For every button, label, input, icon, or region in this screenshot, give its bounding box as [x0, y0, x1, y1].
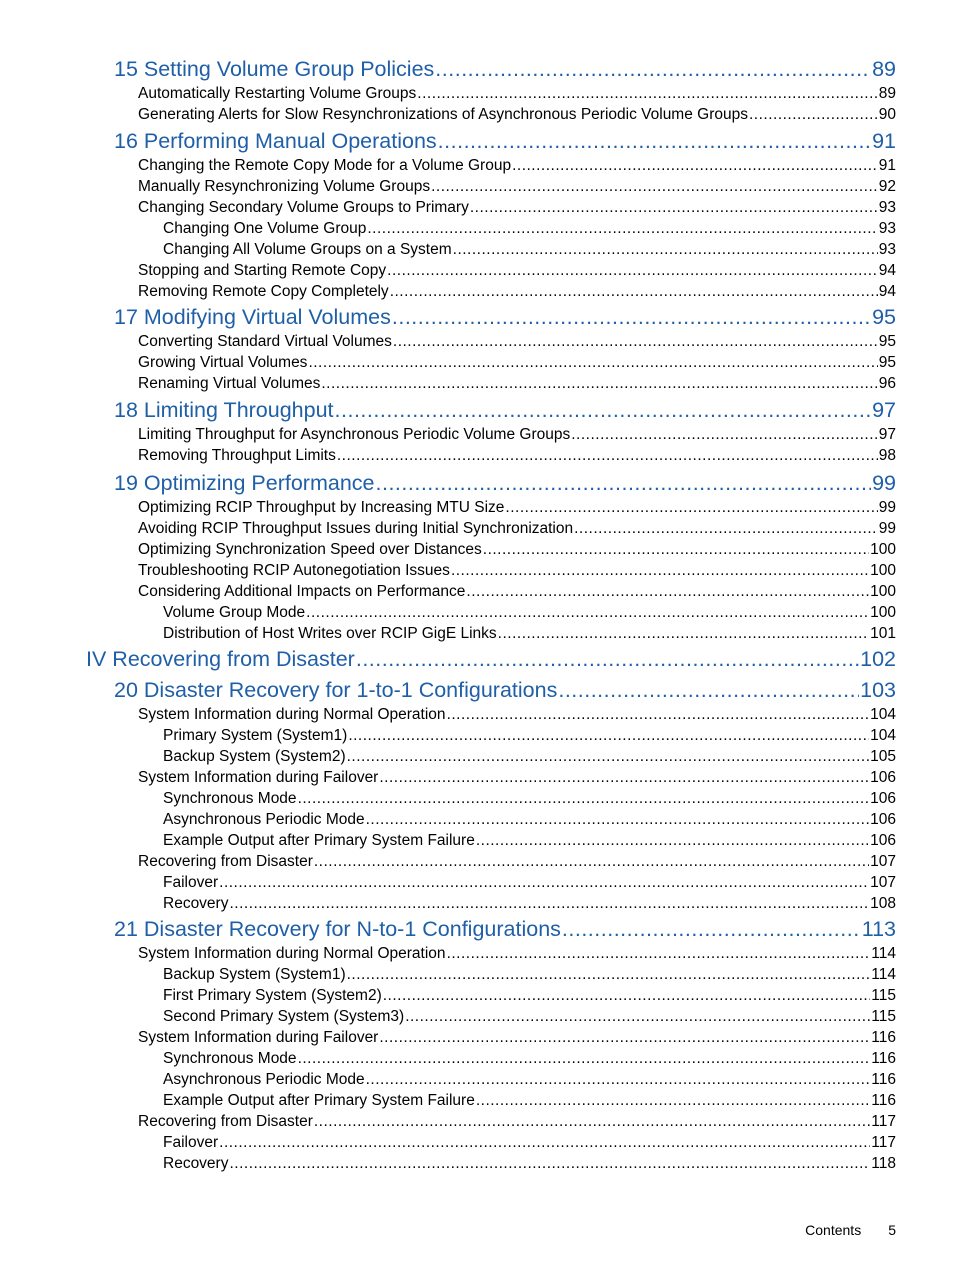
toc-entry-chapter[interactable]	[114, 469, 896, 497]
toc-entry-title: Failover	[163, 874, 219, 891]
toc-entry-section[interactable]	[138, 445, 896, 466]
toc-entry-title: Growing Virtual Volumes	[138, 354, 308, 371]
toc-entry-title: System Information during Normal Operation	[138, 706, 446, 723]
toc-entry-title: IV Recovering from Disaster	[86, 647, 355, 671]
dot-leader	[438, 127, 871, 155]
toc-entry-subsection[interactable]	[163, 830, 896, 851]
dot-leader	[498, 623, 869, 644]
toc-entry-title: Changing One Volume Group	[163, 220, 367, 237]
toc-entry-page-number: 93	[878, 241, 896, 258]
toc-entry-page-number: 95	[878, 333, 896, 350]
toc-entry-section[interactable]	[138, 176, 896, 197]
toc-entry-section[interactable]	[138, 767, 896, 788]
toc-entry-page-number: 117	[871, 1134, 896, 1151]
dot-leader	[387, 260, 878, 281]
dot-leader	[347, 964, 871, 985]
toc-entry-section[interactable]	[138, 497, 896, 518]
dot-leader	[298, 1048, 871, 1069]
dot-leader	[314, 1111, 870, 1132]
toc-entry-page-number: 116	[871, 1050, 896, 1067]
toc-entry-section[interactable]	[138, 518, 896, 539]
toc-entry-title: Stopping and Starting Remote Copy	[138, 262, 387, 279]
toc-entry-page-number: 94	[878, 283, 896, 300]
toc-entry-page-number: 89	[872, 57, 896, 81]
toc-entry-chapter[interactable]	[114, 303, 896, 331]
toc-entry-page-number: 106	[870, 832, 896, 849]
dot-leader	[749, 104, 878, 125]
dot-leader	[379, 767, 869, 788]
dot-leader	[366, 809, 870, 830]
toc-entry-page-number: 104	[870, 727, 896, 744]
toc-entry-page-number: 116	[871, 1092, 896, 1109]
toc-entry-chapter[interactable]	[114, 676, 896, 704]
toc-entry-page-number: 115	[871, 1008, 896, 1025]
dot-leader	[431, 176, 878, 197]
toc-entry-title: Recovering from Disaster	[138, 853, 313, 870]
toc-entry-subsection[interactable]	[163, 893, 896, 914]
toc-entry-section[interactable]	[138, 352, 896, 373]
toc-entry-part[interactable]	[86, 645, 896, 673]
toc-entry-title: First Primary System (System2)	[163, 987, 382, 1004]
toc-entry-title: Recovery	[163, 1155, 229, 1172]
toc-entry-chapter[interactable]	[114, 915, 896, 943]
toc-entry-chapter[interactable]	[114, 396, 896, 424]
dot-leader	[562, 915, 861, 943]
dot-leader	[219, 1132, 870, 1153]
toc-entry-page-number: 115	[871, 987, 896, 1004]
page-footer	[805, 1222, 896, 1238]
dot-leader	[379, 1027, 870, 1048]
toc-entry-section[interactable]	[138, 539, 896, 560]
toc-entry-title: System Information during Failover	[138, 1029, 379, 1046]
dot-leader	[229, 893, 869, 914]
dot-leader	[447, 943, 871, 964]
dot-leader	[229, 1153, 870, 1174]
toc-entry-section[interactable]	[138, 1111, 896, 1132]
toc-entry-page-number: 106	[870, 811, 896, 828]
toc-entry-subsection[interactable]	[163, 1006, 896, 1027]
toc-entry-section[interactable]	[138, 1027, 896, 1048]
toc-entry-section[interactable]	[138, 560, 896, 581]
dot-leader	[337, 445, 878, 466]
dot-leader	[314, 851, 869, 872]
toc-entry-page-number: 94	[878, 262, 896, 279]
toc-entry-page-number: 97	[872, 398, 896, 422]
toc-entry-page-number: 96	[878, 375, 896, 392]
toc-entry-title: Volume Group Mode	[163, 604, 306, 621]
toc-entry-section[interactable]	[138, 260, 896, 281]
toc-entry-section[interactable]	[138, 373, 896, 394]
dot-leader	[376, 469, 872, 497]
toc-entry-page-number: 108	[870, 895, 896, 912]
toc-entry-subsection[interactable]	[163, 872, 896, 893]
toc-entry-title: 16 Performing Manual Operations	[114, 129, 437, 153]
toc-entry-page-number: 107	[870, 853, 896, 870]
toc-entry-page-number: 106	[870, 790, 896, 807]
toc-entry-page-number: 99	[878, 499, 896, 516]
toc-entry-page-number: 93	[878, 220, 896, 237]
dot-leader	[366, 1069, 871, 1090]
toc-entry-title: 20 Disaster Recovery for 1-to-1 Configurations	[114, 678, 558, 702]
footer-label: Contents	[805, 1222, 862, 1238]
toc-entry-subsection[interactable]	[163, 1153, 896, 1174]
dot-leader	[308, 352, 877, 373]
toc-entry-title: System Information during Failover	[138, 769, 379, 786]
toc-entry-title: 15 Setting Volume Group Policies	[114, 57, 435, 81]
toc-entry-page-number: 95	[872, 305, 896, 329]
dot-leader	[558, 676, 859, 704]
toc-entry-title: Primary System (System1)	[163, 727, 348, 744]
toc-entry-title: Recovery	[163, 895, 229, 912]
dot-leader	[451, 560, 869, 581]
toc-entry-page-number: 99	[872, 471, 896, 495]
toc-entry-title: Removing Throughput Limits	[138, 447, 336, 464]
toc-entry-page-number: 116	[871, 1029, 896, 1046]
toc-entry-page-number: 103	[860, 678, 896, 702]
toc-entry-subsection[interactable]	[163, 964, 896, 985]
toc-entry-page-number: 117	[871, 1113, 896, 1130]
toc-entry-title: Synchronous Mode	[163, 1050, 297, 1067]
toc-entry-page-number: 100	[870, 541, 896, 558]
toc-entry-title: Recovering from Disaster	[138, 1113, 313, 1130]
toc-entry-title: Second Primary System (System3)	[163, 1008, 405, 1025]
toc-entry-section[interactable]	[138, 704, 896, 725]
dot-leader	[298, 788, 870, 809]
toc-entry-title: Avoiding RCIP Throughput Issues during Initial Synchronization	[138, 520, 574, 537]
dot-leader	[306, 602, 869, 623]
dot-leader	[356, 645, 859, 673]
toc-entry-section[interactable]	[138, 581, 896, 602]
toc-entry-subsection[interactable]	[163, 746, 896, 767]
toc-entry-page-number: 89	[878, 85, 896, 102]
toc-entry-title: Changing All Volume Groups on a System	[163, 241, 452, 258]
toc-entry-chapter[interactable]	[114, 55, 896, 83]
dot-leader	[476, 830, 869, 851]
toc-entry-page-number: 106	[870, 769, 896, 786]
dot-leader	[392, 303, 871, 331]
toc-entry-page-number: 104	[870, 706, 896, 723]
toc-entry-title: Asynchronous Periodic Mode	[163, 811, 365, 828]
dot-leader	[505, 497, 877, 518]
toc-entry-title: Synchronous Mode	[163, 790, 297, 807]
toc-entry-title: 21 Disaster Recovery for N-to-1 Configurations	[114, 917, 561, 941]
toc-entry-page-number: 116	[871, 1071, 896, 1088]
toc-entry-title: 17 Modifying Virtual Volumes	[114, 305, 391, 329]
dot-leader	[435, 55, 871, 83]
toc-entry-title: Changing the Remote Copy Mode for a Volume Group	[138, 157, 512, 174]
dot-leader	[321, 373, 877, 394]
toc-entry-section[interactable]	[138, 943, 896, 964]
toc-entry-section[interactable]	[138, 424, 896, 445]
toc-entry-page-number: 95	[878, 354, 896, 371]
toc-entry-page-number: 92	[878, 178, 896, 195]
toc-entry-title: Optimizing RCIP Throughput by Increasing MTU Size	[138, 499, 505, 516]
footer-page-number: 5	[888, 1222, 896, 1238]
toc-entry-subsection[interactable]	[163, 602, 896, 623]
toc-entry-title: Backup System (System1)	[163, 966, 346, 983]
toc-entry-section[interactable]	[138, 104, 896, 125]
toc-entry-title: Troubleshooting RCIP Autonegotiation Issues	[138, 562, 450, 579]
dot-leader	[367, 218, 877, 239]
toc-entry-page-number: 118	[871, 1155, 896, 1172]
toc-entry-page-number: 113	[861, 917, 896, 941]
toc-entry-subsection[interactable]	[163, 985, 896, 1006]
dot-leader	[571, 424, 878, 445]
toc-entry-page-number: 97	[878, 426, 896, 443]
dot-leader	[574, 518, 878, 539]
toc-entry-section[interactable]	[138, 331, 896, 352]
toc-entry-page-number: 102	[860, 647, 896, 671]
toc-entry-title: System Information during Normal Operation	[138, 945, 446, 962]
toc-entry-title: Automatically Restarting Volume Groups	[138, 85, 417, 102]
toc-entry-title: Failover	[163, 1134, 219, 1151]
toc-entry-title: Limiting Throughput for Asynchronous Periodic Volume Groups	[138, 426, 571, 443]
toc-entry-title: 19 Optimizing Performance	[114, 471, 375, 495]
toc-entry-title: Removing Remote Copy Completely	[138, 283, 389, 300]
toc-entry-page-number: 107	[870, 874, 896, 891]
toc-entry-page-number: 91	[878, 157, 896, 174]
toc-entry-title: Backup System (System2)	[163, 748, 346, 765]
toc-entry-section[interactable]	[138, 851, 896, 872]
toc-entry-page-number: 93	[878, 199, 896, 216]
dot-leader	[476, 1090, 870, 1111]
toc-entry-page-number: 100	[870, 604, 896, 621]
toc-entry-title: Manually Resynchronizing Volume Groups	[138, 178, 431, 195]
dot-leader	[512, 155, 878, 176]
dot-leader	[447, 704, 870, 725]
toc-entry-page-number: 101	[870, 625, 896, 642]
dot-leader	[383, 985, 871, 1006]
dot-leader	[405, 1006, 870, 1027]
toc-entry-subsection[interactable]	[163, 1090, 896, 1111]
toc-entry-title: Changing Secondary Volume Groups to Primary	[138, 199, 469, 216]
toc-entry-page-number: 105	[870, 748, 896, 765]
toc-entry-title: Generating Alerts for Slow Resynchronizations of Asynchronous Periodic Volume Groups	[138, 106, 748, 123]
dot-leader	[335, 396, 872, 424]
toc-entry-title: Asynchronous Periodic Mode	[163, 1071, 365, 1088]
toc-entry-subsection[interactable]	[163, 788, 896, 809]
toc-entry-title: Example Output after Primary System Failure	[163, 832, 475, 849]
dot-leader	[348, 725, 869, 746]
toc-entry-section[interactable]	[138, 83, 896, 104]
toc-entry-page-number: 98	[878, 447, 896, 464]
dot-leader	[219, 872, 869, 893]
dot-leader	[393, 331, 878, 352]
toc-entry-chapter[interactable]	[114, 127, 896, 155]
toc-entry-subsection[interactable]	[163, 1048, 896, 1069]
toc-entry-page-number: 90	[878, 106, 896, 123]
toc-entry-page-number: 100	[870, 562, 896, 579]
toc-entry-subsection[interactable]	[163, 725, 896, 746]
toc-entry-title: Renaming Virtual Volumes	[138, 375, 321, 392]
toc-entry-subsection[interactable]	[163, 218, 896, 239]
toc-entry-title: Example Output after Primary System Failure	[163, 1092, 475, 1109]
toc-entry-page-number: 99	[878, 520, 896, 537]
toc-entry-section[interactable]	[138, 197, 896, 218]
toc-entry-title: Distribution of Host Writes over RCIP GigE Links	[163, 625, 497, 642]
dot-leader	[453, 239, 878, 260]
toc-entry-subsection[interactable]	[163, 623, 896, 644]
toc-entry-title: Considering Additional Impacts on Performance	[138, 583, 466, 600]
toc-entry-title: Converting Standard Virtual Volumes	[138, 333, 392, 350]
toc-entry-subsection[interactable]	[163, 809, 896, 830]
dot-leader	[466, 581, 869, 602]
toc-entry-section[interactable]	[138, 281, 896, 302]
dot-leader	[470, 197, 878, 218]
toc-entry-subsection[interactable]	[163, 239, 896, 260]
toc-entry-subsection[interactable]	[163, 1069, 896, 1090]
toc-entry-title: Optimizing Synchronization Speed over Distances	[138, 541, 482, 558]
toc-entry-subsection[interactable]	[163, 1132, 896, 1153]
toc-entry-title: 18 Limiting Throughput	[114, 398, 334, 422]
toc-entry-section[interactable]	[138, 155, 896, 176]
toc-entry-page-number: 100	[870, 583, 896, 600]
dot-leader	[390, 281, 878, 302]
dot-leader	[483, 539, 869, 560]
toc-entry-page-number: 91	[872, 129, 896, 153]
toc-entry-page-number: 114	[871, 945, 896, 962]
toc-entry-page-number: 114	[871, 966, 896, 983]
dot-leader	[347, 746, 870, 767]
dot-leader	[417, 83, 877, 104]
